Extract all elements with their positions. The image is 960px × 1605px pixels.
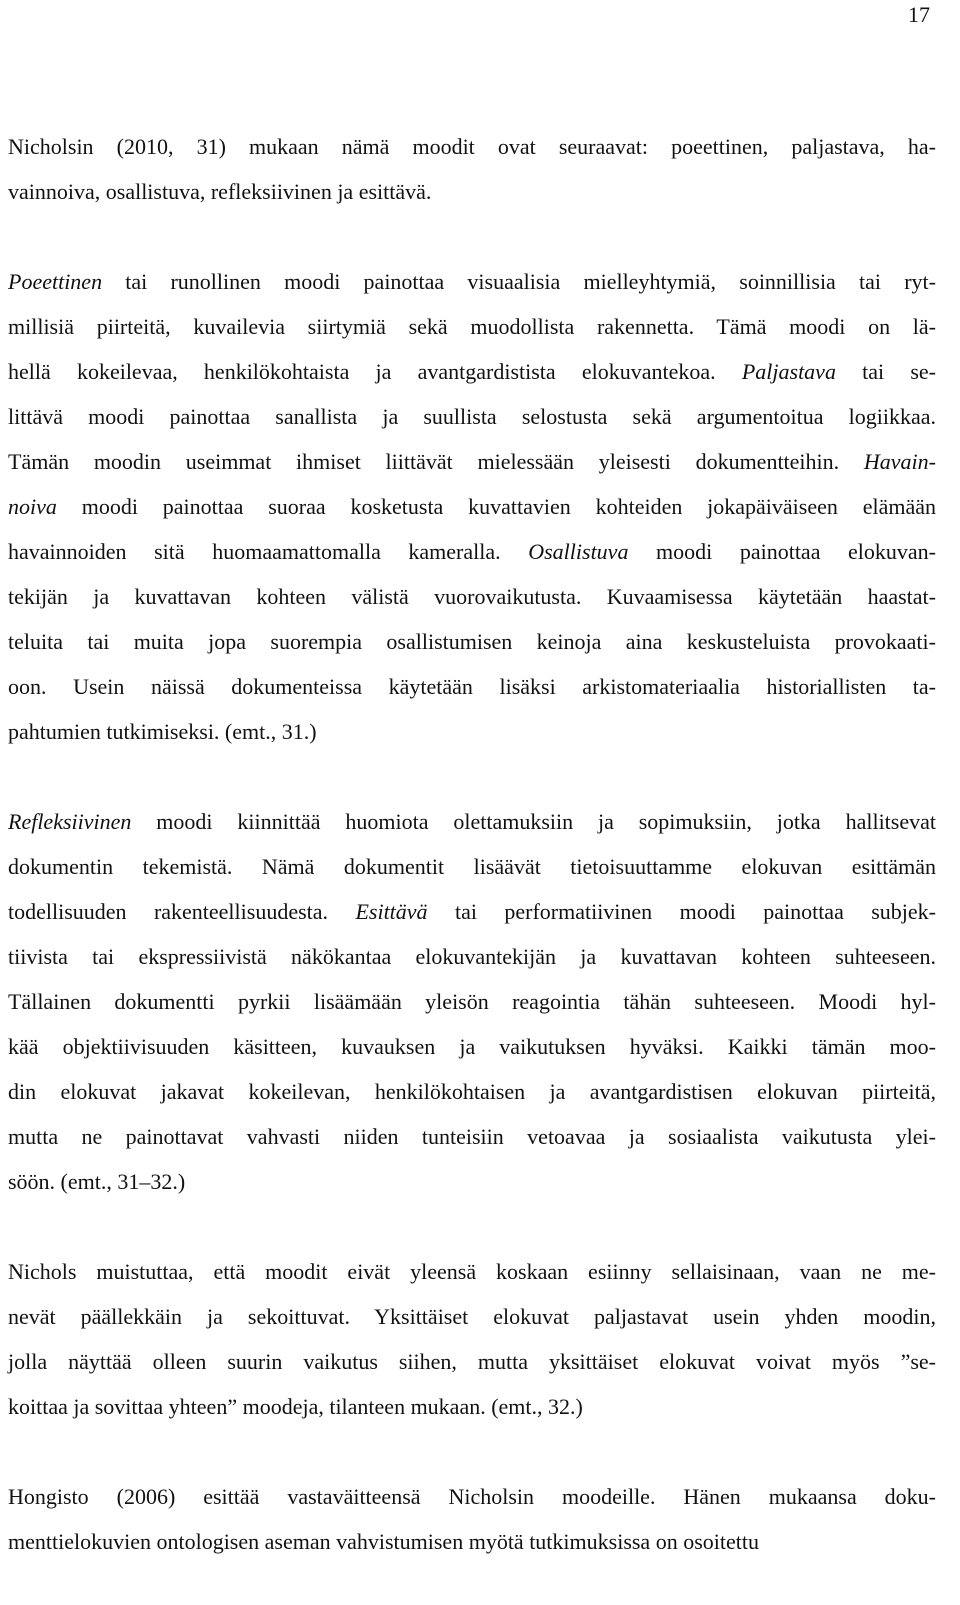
text-line — [8, 574, 936, 619]
text-line — [8, 169, 936, 214]
text-line — [8, 439, 936, 484]
text-line — [8, 1294, 936, 1339]
text-line — [8, 124, 936, 169]
text-run: havainnoiden sitä huomaamattomalla kameralla. — [8, 539, 529, 564]
paragraph — [8, 124, 936, 214]
text-run: din elokuvat jakavat kokeilevan, henkilökohtaisen ja avantgardistisen elokuvan piirteitä, — [8, 1079, 936, 1104]
text-line — [8, 844, 936, 889]
text-line — [8, 1519, 936, 1564]
text-line — [8, 394, 936, 439]
text-run: mutta ne painottavat vahvasti niiden tunteisiin vetoavaa ja sosiaalista vaikutusta ylei- — [8, 1124, 936, 1149]
body-text — [8, 124, 936, 1564]
text-run: menttielokuvien ontologisen aseman vahvistumisen myötä tutkimuksissa on osoitettu — [8, 1529, 759, 1554]
text-line — [8, 1114, 936, 1159]
italic-term: Esittävä — [355, 899, 428, 924]
text-run: nevät päällekkäin ja sekoittuvat. Yksittäiset elokuvat paljastavat usein yhden moodin, — [8, 1304, 936, 1329]
text-run: kää objektiivisuuden käsitteen, kuvauksen ja vaikutuksen hyväksi. Kaikki tämän moo- — [8, 1034, 936, 1059]
text-run: tekijän ja kuvattavan kohteen välistä vuorovaikutusta. Kuvaamisessa käytetään haastat- — [8, 584, 936, 609]
text-run: tai se- — [835, 359, 936, 384]
text-run: Nichols muistuttaa, että moodit eivät yleensä koskaan esiinny sellaisinaan, vaan ne me- — [8, 1259, 936, 1284]
paragraph — [8, 799, 936, 1204]
text-run: koittaa ja sovittaa yhteen” moodeja, tilanteen mukaan. (emt., 32.) — [8, 1394, 583, 1419]
text-line — [8, 1339, 936, 1384]
text-run: vainnoiva, osallistuva, refleksiivinen ja esittävä. — [8, 179, 432, 204]
text-line — [8, 709, 936, 754]
text-line — [8, 979, 936, 1024]
text-line — [8, 484, 936, 529]
text-line — [8, 259, 936, 304]
text-run: todellisuuden rakenteellisuudesta. — [8, 899, 356, 924]
italic-term: Refleksiivinen — [8, 809, 132, 834]
text-line — [8, 529, 936, 574]
text-line — [8, 304, 936, 349]
text-run: littävä moodi painottaa sanallista ja suullista selostusta sekä argumentoitua logiikkaa. — [8, 404, 936, 429]
text-run: oon. Usein näissä dokumenteissa käytetään lisäksi arkistomateriaalia historiallisten ta- — [8, 674, 936, 699]
text-run: tiivista tai ekspressiivistä näkökantaa elokuvantekijän ja kuvattavan kohteen suhteeseen. — [8, 944, 936, 969]
text-line — [8, 619, 936, 664]
text-line — [8, 1474, 936, 1519]
paragraph — [8, 1474, 936, 1564]
paragraph — [8, 1249, 936, 1429]
text-run: pahtumien tutkimiseksi. (emt., 31.) — [8, 719, 317, 744]
text-run: hellä kokeilevaa, henkilökohtaista ja avantgardistista elokuvantekoa. — [8, 359, 742, 384]
page-number: 17 — [908, 2, 930, 27]
text-line — [8, 1024, 936, 1069]
text-run: tai performatiivinen moodi painottaa subjek- — [427, 899, 937, 924]
text-run: söön. (emt., 31–32.) — [8, 1169, 186, 1194]
text-line — [8, 934, 936, 979]
text-line — [8, 889, 936, 934]
text-run: teluita tai muita jopa suorempia osallistumisen keinoja aina keskusteluista provokaati- — [8, 629, 936, 654]
text-run: Hongisto (2006) esittää vastaväitteensä Nicholsin moodeille. Hänen mukaansa doku- — [8, 1484, 936, 1509]
paragraph — [8, 259, 936, 754]
text-run: Tämän moodin useimmat ihmiset liittävät mielessään yleisesti dokumentteihin. — [8, 449, 864, 474]
text-line — [8, 1159, 936, 1204]
italic-term: Paljastava — [741, 359, 836, 384]
text-run: moodi kiinnittää huomiota olettamuksiin ja sopimuksiin, jotka hallitsevat — [131, 809, 936, 834]
text-run: Tällainen dokumentti pyrkii lisäämään yleisön reagointia tähän suhteeseen. Moodi hyl- — [8, 989, 936, 1014]
italic-term: Poeettinen — [8, 269, 103, 294]
text-run: dokumentin tekemistä. Nämä dokumentit lisäävät tietoisuuttamme elokuvan esittämän — [8, 854, 936, 879]
text-line — [8, 664, 936, 709]
text-run: Nicholsin (2010, 31) mukaan nämä moodit ovat seuraavat: poeettinen, paljastava, ha- — [8, 134, 936, 159]
text-run: moodi painottaa elokuvan- — [628, 539, 937, 564]
text-line — [8, 1249, 936, 1294]
italic-term: Havain- — [863, 449, 936, 474]
text-run: jolla näyttää olleen suurin vaikutus siihen, mutta yksittäiset elokuvat voivat myös ”se- — [8, 1349, 936, 1374]
text-line — [8, 349, 936, 394]
italic-term: noiva — [8, 494, 57, 519]
text-line — [8, 1069, 936, 1114]
text-line — [8, 799, 936, 844]
text-line — [8, 1384, 936, 1429]
text-run: tai runollinen moodi painottaa visuaalisia mielleyhtymiä, soinnillisia tai ryt- — [102, 269, 936, 294]
text-run: millisiä piirteitä, kuvailevia siirtymiä sekä muodollista rakennetta. Tämä moodi on lä- — [8, 314, 936, 339]
italic-term: Osallistuva — [528, 539, 629, 564]
text-run: moodi painottaa suoraa kosketusta kuvattavien kohteiden jokapäiväiseen elämään — [56, 494, 936, 519]
